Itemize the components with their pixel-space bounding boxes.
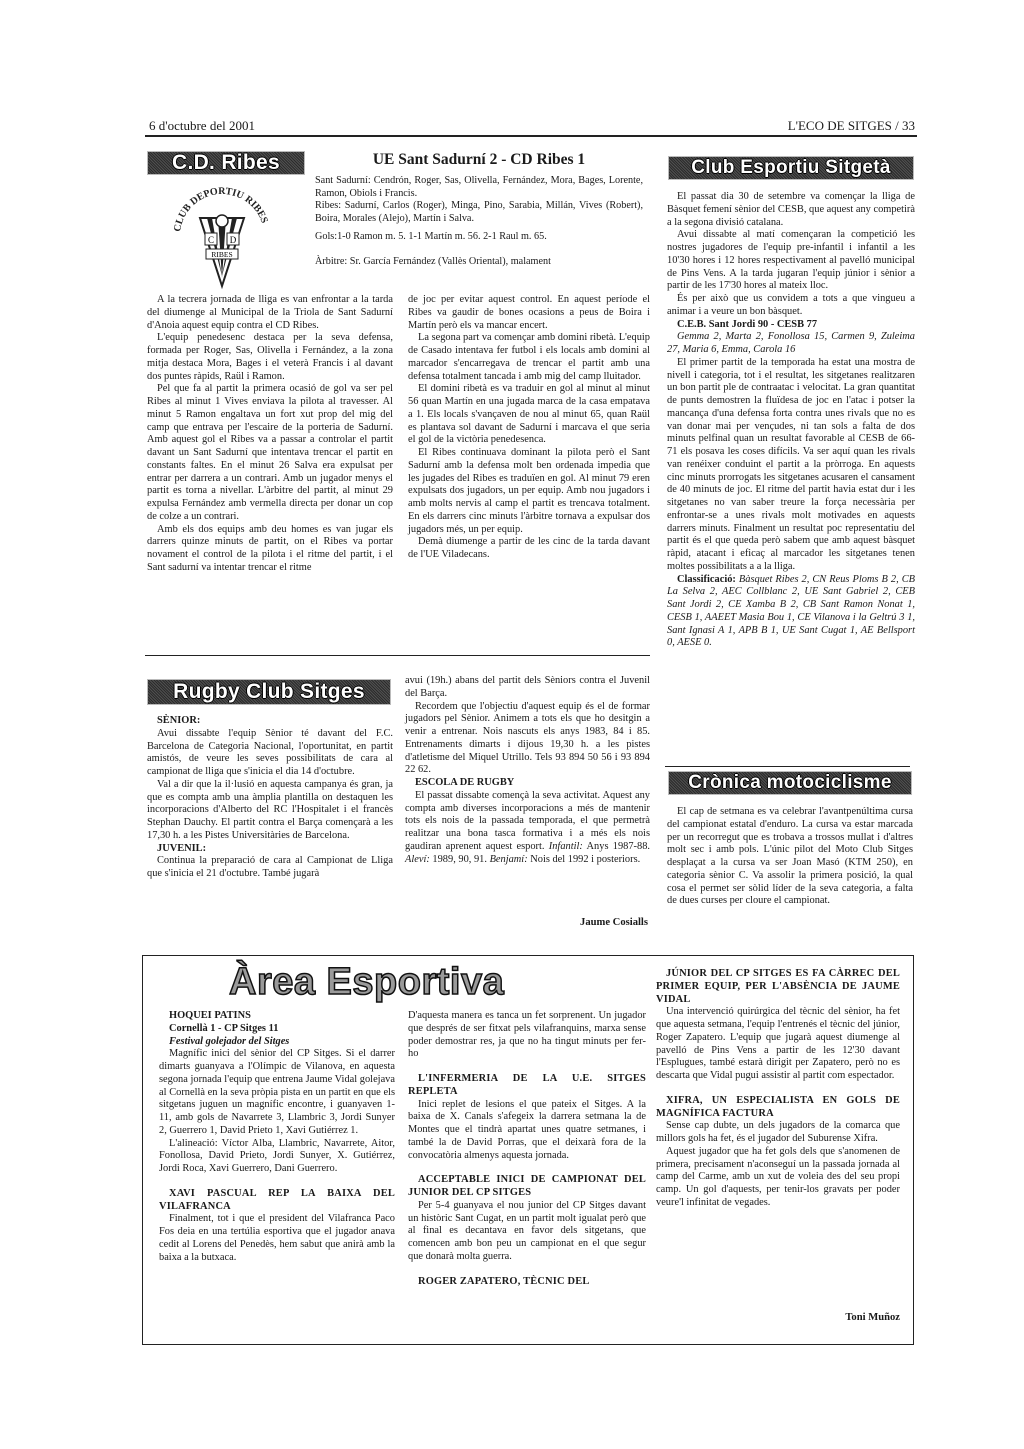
paragraph [159,1048,395,1137]
paragraph [667,319,915,332]
paragraph [159,1213,395,1264]
text-run: Avui dissabte l'equip Sènior té davant del F.C. Barcelona de Categoria Nacional, l'oportunitat, en partit amistós, de veure les seves possibilitats de cara al campionat de lliga que s'inicia el dia 14 d'octubre. [147,727,393,777]
text-run: Una intervenció quirúrgica del tècnic del sènior, ha fet que aquesta setmana, l'equip l'entrenés el tècnic del júnior, Roger Zapatero. L'equip que jugarà aquest diumenge al pavelló de Pins Vens a partir de les 12'30 davant l'Esplugues, també estarà dirigit per Zapatero, però no es descarta que Vidal pugui assistir al partit com espectador. [656,1006,900,1081]
text-run: Aleví: [405,853,430,865]
paragraph [405,675,650,701]
match-report-header [315,150,643,269]
paragraph [408,1174,646,1200]
paragraph [147,779,393,843]
rugby-banner: Rugby Club Sitges [147,679,391,705]
paragraph [159,1023,395,1036]
publication-page: L'ECO DE SITGES / 33 [787,118,915,133]
text-run: La segona part va començar amb domini ribetà. L'equip de Casado intentava fer futbol i els locals amb domini al marcador s'encarregava de trencar el partit amb una defensa totalment tancada i amb mig del camp lluitador. [408,332,650,382]
page-header [145,118,917,138]
section-divider [145,655,650,656]
paragraph [159,1036,395,1049]
area-col1 [159,1010,395,1264]
text-run: El passat dissabte començà la seva activitat. Aquest any compta amb diverses incorporacions a més de mantenir tots els nois de la passada temporada, el que permetrà realitzar una bona tasca formativa i a més els nois gaudiran aprenent aquest esport. [405,789,650,852]
text-run: Recordem que l'objectiu d'aquest equip és el de formar jugadors pel Sènior. Animem a tots els que ho desitgin a venir a entrenar. Nois nascuts els anys 1983, 84 i 85. Entrenaments dimarts i dijous 19,30 h. a les pistes d'atletisme del Miquel Utrillo. Tels 93 894 50 56 i 93 894 22 62. [405,700,650,776]
paragraph [147,524,393,575]
paragraph [147,715,393,728]
ribes-article-col1 [147,294,393,575]
paragraph [656,968,900,1006]
ribes-banner: C.D. Ribes [147,151,305,175]
text-run: Amb els dos equips amb deu homes es van jugar els darrers quinze minuts de partit, on el Ribes va portar novament el control de la pilota i el ritme del partit, i el Sant sadurní va intentar trencar el ritme [147,523,393,573]
paragraph [408,536,650,562]
rugby-author: Jaume Cosialls [580,917,648,928]
text-run: El Ribes continuava dominant la pilota però el Sant Sadurní amb la defensa molt ben ordenada impedia que les jugades del Ribes es traduïen en gol. Al minut 79 eren expulsats dos jugadors, un per equip. Amb nou jugadors i amb molts nervis al camp el partit es trencava totalment. En els darrers cinc minuts l'àrbitre tornava a expulsar dos jugadors més, un per equip. [408,447,650,535]
svg-text:C: C [207,235,215,245]
paragraph [408,1099,646,1163]
paragraph [667,191,915,229]
paragraph [408,383,650,447]
text-run: ESCOLA DE RUGBY [415,777,515,788]
text-run: Finalment, tot i que el president del Vilafranca Paco Fos deia en una tertúlia esportiva que el jugador anava cedit al Lorens del Penedès, hem sabut que anirà amb la baixa a la butxaca. [159,1213,395,1263]
text-run: A la tecrera jornada de lliga es van enfrontar a la tarda del diumenge al Municipal de la Triola de Sant Sadurní d'Anoia aquest equip contra el CD Ribes. [147,294,393,331]
paragraph [405,701,650,778]
paragraph [408,1276,646,1289]
paragraph [408,294,650,332]
text-run: És per això que us convidem a tots a que vingueu a animar i a veure un bon bàsquet. [667,293,915,317]
text-run: Festival golejador del Sitges [169,1035,290,1047]
paragraph [667,574,915,651]
paragraph [147,294,393,332]
paragraph [656,1120,900,1146]
paragraph [405,777,650,790]
paragraph [667,357,915,574]
rugby-article-col2 [405,675,650,866]
area-title: Àrea Esportiva [229,961,505,1003]
text-run: El domini ribetà es va traduir en gol al minut al minut 56 quan Martín en una jugada marca de la casa empatava a 1. Els locals s'vançaven de nou al minut 65, quan Raül es plantava sol davant de Sadurní i marcava el que seria el gol de la victòria penedesenca. [408,383,650,446]
text-run: de joc per evitar aquest control. En aquest període el Ribes va gaudir de bones ocasions a peus de Boira i Martín però els va mancar encert. [408,294,650,331]
text-run: Demà diumenge a partir de les cinc de la tarda davant de l'UE Viladecans. [408,536,650,560]
text-run: Classificació: [677,573,739,585]
area-author: Toni Muñoz [845,1312,900,1323]
rugby-article-col1 [147,715,393,881]
text-run: ROGER ZAPATERO, TÈCNIC DEL [418,1275,590,1287]
text-run: C.E.B. Sant Jordi 90 - CESB 77 [677,318,818,330]
paragraph [667,229,915,293]
text-run: ACCEPTABLE INICI DE CAMPIONAT DEL JUNIOR DEL CP SITGES [408,1174,646,1198]
paragraph [408,332,650,383]
moto-article [667,806,913,908]
text-run: Avui dissabte al matí començaran la competició les nostres jugadores de l'equip pre-infantil i infantil a les 10'30 hores i 12 hores respectivament al pavelló municipal de Pins Vens. A la tarda jugaran l'equip júnior i sènior a partir de les 17'30 hores al mateix lloc. [667,229,915,292]
text-run: Aquest jugador que ha fet gols dels que s'anomenen de primera, precisament n'aconseguí un la passada jornada al camp del Carme, amb un xut de voleia des del seu propi camp. Un gol d'aquests, per tenir-los gravats per poder veure'l infinitat de vegades. [656,1145,900,1208]
area-esportiva-box [142,955,914,1345]
paragraph [656,1095,900,1121]
paragraph [656,1006,900,1083]
match-title: UE Sant Sadurní 2 - CD Ribes 1 [372,151,586,168]
paragraph [147,855,393,881]
svg-text:RIBES: RIBES [211,250,233,259]
paragraph [408,1200,646,1264]
goals: Gols:1-0 Ramon m. 5. 1-1 Martín m. 56. 2-1 Raul m. 65. [315,231,547,243]
text-run: Benjamí: [489,853,528,865]
svg-text:CLUB DEPORTIU RIBES: CLUB DEPORTIU RIBES [172,185,270,233]
paragraph [147,383,393,523]
paragraph [408,1010,646,1061]
text-run: Continua la preparació de cara al Campionat de Lliga que s'inicia el 21 d'octubre. També jugarà [147,855,393,879]
referee: Àrbitre: Sr. García Fernández (Vallès Oriental), malament [315,255,551,267]
text-run: El primer partit de la temporada ha estat una mostra de nivell i categoria, tot i el resultat, les sitgetanes realitzaren un bon partit ple de contraatac i velocitat. La gran quantitat de punts demostren la fluïdesa de joc en l'atac i potser la mancança d'una defensa forta contra unes rivals que no es van donar mai per vençudes, ni tan sols a falta de dos minuts pelfinal quan un resultat favorable al CESB de 66-71 els posava les coses difícils. Va ser aquí quan les rivals van renéixer conduint el partit a la pròrroga. En aquests cinc minuts prorrogats les sitgetanes acusaren el cansament de 40 minuts de joc. El ritme del partit havia estat dur i les sitgetanes no van saber treure la força necessària per enfrontar-se a unes rivals molt motivades en aquests darrers minuts. Finalment un resultat poc representatiu del partit és el que queda però sabem que amb aquest bàsquet ràpid, atacant i eficaç al marcador les sitgetanes tenen moltes possibilitats a a la lliga. [667,356,915,572]
text-run: L'alineació: Víctor Alba, Llambric, Navarrete, Aitor, Fonollosa, David Prieto, Jordi Sunyer, X. Gutiérrez, Jordi Roca, Xavi Guerrero, Dani Guerrero. [159,1137,395,1174]
text-run: L'equip penedesenc destaca per la seva defensa, formada per Roger, Sas, Olivella i Fernández, a la zona mitja destaca Mora, Bages i el veterà Francis i al davant dos puntes ràpids, Raül i Ramon. [147,332,393,382]
club-logo [167,178,277,290]
text-run: L'INFERMERIA DE LA U.E. SITGES REPLETA [408,1073,646,1097]
text-run: HOQUEI PATINS [169,1010,251,1021]
text-run: JUVENIL: [157,842,207,854]
section-divider [665,766,910,767]
area-col2 [408,1010,646,1288]
moto-banner: Crònica motociclisme [668,771,912,795]
text-run: El cap de setmana es va celebrar l'avantpenúltima cursa del campionat estatal d'enduro. La cursa va estar marcada per un recorregut que es trobava a trossos mullat i d'altres molt sec i amb pols. L'únic pilot del Moto Club Sitges desplaçat a la cursa va ser Joan Masó (KTM 250), en categoria sènior C. Va assolir la primera posició, la qual cosa el permet ser sòlid líder de la seva categoria, a falta de dues curses per cloure el campionat. [667,806,913,907]
text-run: D'aquesta manera es tanca un fet sorprenent. Un jugador que després de ser fitxat pels vilafranquins, marxa sense poder demostrar res, ja que no ha tingut minuts per fer-ho [408,1010,646,1060]
header-rule [145,135,917,137]
lineup-home: Sant Sadurní: Cendrón, Roger, Sas, Olivella, Fernández, Mora, Bages, Lorente, Ramon, Obiols i Francis. [315,175,643,199]
paragraph [159,1138,395,1176]
text-run: Infantil: [548,840,583,852]
text-run: XIFRA, UN ESPECIALISTA EN GOLS DE MAGNÍFICA FACTURA [656,1094,900,1119]
text-run: El passat dia 30 de setembre va començar la lliga de Bàsquet femení sènior del CESB, que aquest any competirà a la segona divisió catalana. [667,191,915,228]
ribes-article-col2 [408,294,650,562]
paragraph [147,728,393,779]
text-run: Inici replet de lesions el que pateix el Sitges. A la baixa de X. Canals s'afegeix la darrera setmana la de Montes que el tindrà apartat unes quatre setmanes, i també la de David Porras, que el deixarà fora de la convocatòria almenys aquesta jornada. [408,1098,646,1161]
paragraph [667,293,915,319]
cesb-article [667,191,915,650]
svg-text:D: D [229,235,237,245]
text-run: XAVI PASCUAL REP LA BAIXA DEL VILAFRANCA [159,1187,395,1212]
issue-date: 6 d'octubre del 2001 [149,118,255,133]
paragraph [667,806,913,908]
text-run: Val a dir que la il·lusió en aquesta campanya és gran, ja que es compta amb una àmplia plantilla on destaquen les incorporacions d'Alberto del RC l'Hospitalet i el francès Stephan Dauchy. El partit contra el Barça començarà a les 17,30 h. a les Pistes Universitàries de Barcelona. [147,778,393,841]
text-run: Nois del 1992 i posteriors. [527,853,641,865]
lineup-away: Ribes: Sadurní, Carlos (Roger), Minga, Pino, Sarabia, Millán, Vives (Robert), Boira, Morales (Alejo), Martín i Salva. [315,200,643,224]
text-run: Cornellà 1 - CP Sitges 11 [169,1022,279,1034]
area-col3 [656,968,900,1210]
paragraph [147,332,393,383]
text-run: Pel que fa al partit la primera ocasió de gol va ser pel Ribes al minut 1 Vives enviava la pilota al travesser. Al minut 5 Ramon engaltava un fort xut prop del mig del camp que entrava per l'escaire de la porteria de Sadurní. Amb aquest gol el Ribes va a passar a controlar el partit davant un Sant Sadurní que intentava trencar el partit en constants faltes. En el minut 26 Salva era expulsat per entrar per darrera a un contrari. Amb un jugador menys el partit es torna a nivellar. L'àrbitre del partit, al minut 29 expulsa Fernández amb vermella directa per donar un cop de colze a un contrari. [147,383,393,522]
text-run: Bàsquet Ribes 2, CN Reus Ploms B 2, CB La Selva 2, AEC Collblanc 2, UE Sant Gabriel 2, CEB Sant Jordi 2, CE Xamba B 2, CB Sant Ramon Nonat 1, CESB 1, AAEET Masia Bou 1, CE Vilanova i la Geltrú 3 1, Sant Ignasi A 1, APB B 1, UE Sant Cugat 1, AE Bellsport 0, AESE 0. [667,573,915,649]
text-run: Sense cap dubte, un dels jugadors de la comarca que millors gols ha fet, és el jugador del Suburense Xifra. [656,1120,900,1144]
text-run: Gemma 2, Marta 2, Fonollosa 15, Carmen 9, Zuleima 27, Maria 6, Emma, Carola 16 [667,331,915,355]
text-run: Magnífic inici del sènior del CP Sitges. Si el darrer dimarts guanyava a l'Olímpic de Vilanova, en aquesta segona jornada l'equip que entrena Jaume Vidal golejava al Cornellà en la seva pròpia pista en un partit en que els sitgetans juguen un magnífic encontre, i guanyaven 1-11, amb gols de Navarrete 3, Llambric 3, Jordi Sunyer 2, Guerrero 1, David Prieto 1, Xavi Gutiérrez 1. [159,1048,395,1136]
paragraph [159,1188,395,1214]
text-run: SÈNIOR: [157,715,201,726]
text-run: 1989, 90, 91. [429,853,490,865]
paragraph [147,843,393,856]
text-run: JÚNIOR DEL CP SITGES ES FA CÀRREC DEL PRIMER EQUIP, PER L'ABSÈNCIA DE JAUME VIDAL [656,968,900,1005]
paragraph [159,1010,395,1023]
paragraph [667,331,915,357]
text-run: avui (19h.) abans del partit dels Sèniors contra el Juvenil del Barça. [405,675,650,699]
paragraph [408,1073,646,1099]
paragraph [656,1146,900,1210]
cesb-banner: Club Esportiu Sitgetà [668,156,914,180]
text-run: Anys 1987-88. [582,840,650,852]
paragraph [405,790,650,867]
paragraph [408,447,650,536]
text-run: Per 5-4 guanyava el nou junior del CP Sitges davant un històric Sant Cugat, en un partit molt igualat però que al final es decantava en favor dels sitgetans, que comencen amb bon peu un campionat en el que segur que donarà molta guerra. [408,1199,646,1262]
